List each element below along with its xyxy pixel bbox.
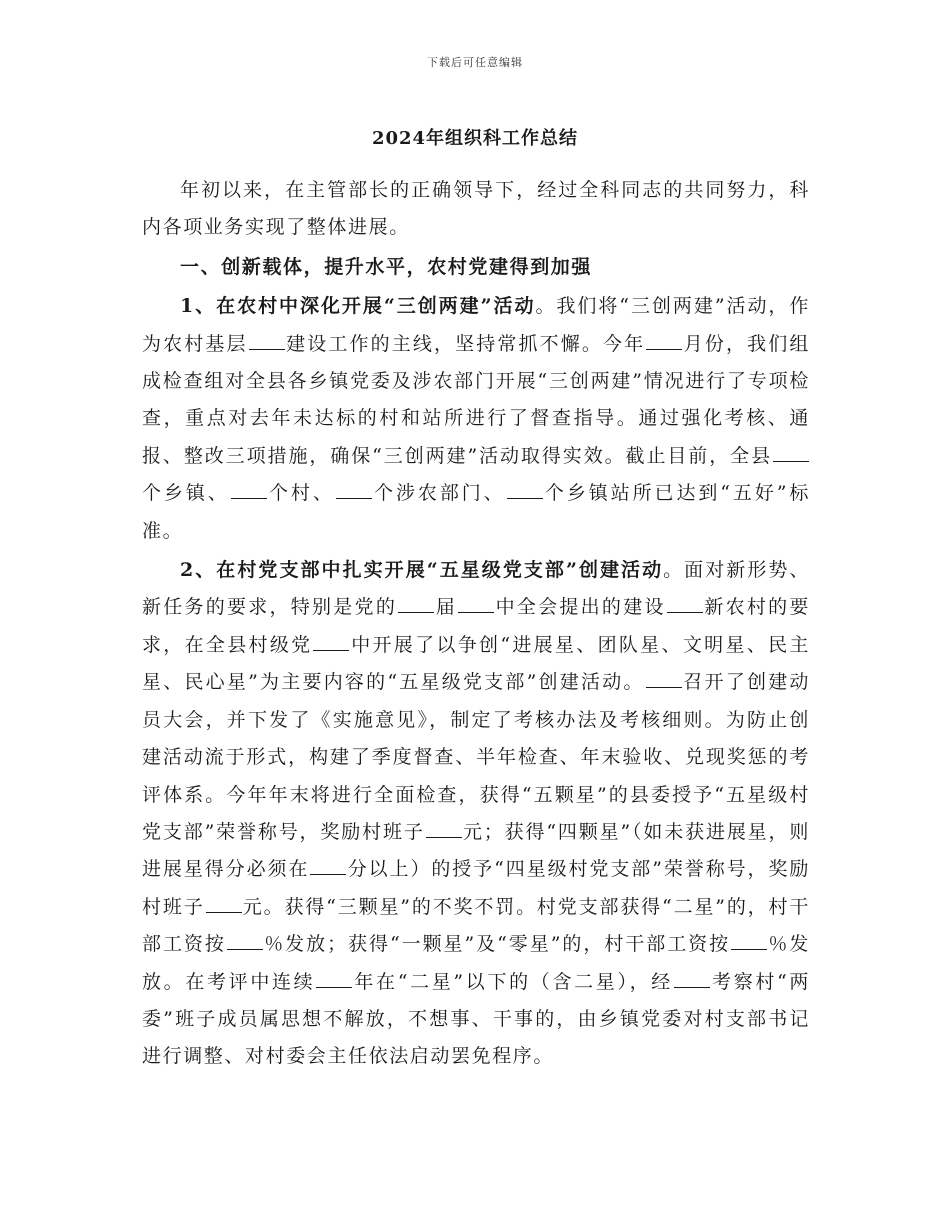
- text-segment: 中开展了以争创“进展星、团队星、文明星、民主星、民心星”为主要内容的“五星级党支部”创建活动。: [142, 633, 810, 694]
- blank-field: [206, 895, 242, 913]
- text-segment: 新农村的要求，在全县村级党: [142, 596, 810, 656]
- blank-field: [426, 820, 462, 838]
- blank-field: [674, 969, 710, 987]
- text-segment: 个乡镇、: [142, 482, 230, 505]
- text-segment: 考察村“两委”班子成员属思想不解放，不想事、干事的，由乡镇党委对村支部书记进行调整、对村委会主任依法启动罢免程序。: [142, 970, 811, 1068]
- blank-field: [227, 932, 263, 950]
- blank-field: [310, 857, 346, 875]
- header-note: 下载后可任意编辑: [427, 56, 523, 69]
- blank-field: [458, 595, 494, 613]
- text-segment: ％发放。在考评中连续: [142, 933, 810, 993]
- text-segment: 中全会提出的建设: [495, 596, 666, 619]
- text-segment: 分以上）的授予“四星级村党支部”荣誉称号，奖励村班子: [142, 858, 810, 918]
- item-1-heading: 1、在农村中深化开展“三创两建”活动: [180, 295, 536, 318]
- text-segment: 。我们将“三创两建”活动，作为农村基层: [142, 295, 810, 355]
- blank-field: [731, 932, 767, 950]
- text-segment: 召开了创建动员大会，并下发了《实施意见》，制定了考核办法及考核细则。为防止创建活动流于形式，构建了季度督查、半年检查、年末验收、兑现奖惩的考评体系。今年年末将进行全面检查，获得“五颗星”的县委授予“五星级村党支部”荣誉称号，奖励村班子: [142, 671, 810, 843]
- document-title: 2024年组织科工作总结: [371, 128, 579, 149]
- text-segment: 月份，我们组成检查组对全县各乡镇党委及涉农部门开展“三创两建”情况进行了专项检查，重点对去年未达标的村和站所进行了督查指导。通过强化考核、通报、整改三项措施，确保“三创两建”活动取得实效。截止目前，全县: [142, 332, 810, 467]
- document-body: [142, 172, 810, 1076]
- text-segment: 。面对新形势、新任务的要求，特别是党的: [142, 559, 811, 619]
- intro-paragraph: 年初以来，在主管部长的正确领导下，经过全科同志的共同努力，科内各项业务实现了整体进展。: [142, 179, 810, 239]
- text-segment: ％发放；获得“一颗星”及“零星”的，村干部工资按: [263, 933, 731, 956]
- text-segment: 个乡镇站所已达到“五好”标准。: [142, 482, 810, 542]
- section-heading-1: 一、创新载体，提升水平，农村党建得到加强: [180, 255, 593, 278]
- blank-field: [336, 481, 372, 499]
- blank-field: [316, 969, 352, 987]
- text-segment: 元；获得“四颗星”（如未获进展星，则进展星得分必须在: [142, 820, 810, 881]
- text-segment: 个村、: [267, 482, 335, 505]
- blank-field: [398, 595, 434, 613]
- blank-field: [507, 481, 543, 499]
- text-segment: 建设工作的主线，坚持常抓不懈。今年: [285, 332, 646, 355]
- text-segment: 元。获得“三颗星”的不奖不罚。村党支部获得“二星”的，村干部工资按: [142, 895, 810, 956]
- blank-field: [313, 633, 349, 651]
- blank-field: [249, 332, 285, 350]
- text-segment: 年在“二星”以下的（含二星），经: [353, 970, 673, 993]
- item-2-heading: 2、在村党支部中扎实开展“五星级党支部”创建活动: [180, 559, 664, 582]
- blank-field: [773, 444, 809, 462]
- blank-field: [646, 332, 682, 350]
- text-segment: 个涉农部门、: [372, 482, 506, 505]
- blank-field: [667, 595, 703, 613]
- paragraph-item-1: [142, 288, 810, 550]
- text-segment: 届: [435, 596, 457, 619]
- paragraph-item-2: [142, 552, 810, 1076]
- blank-field: [646, 670, 682, 688]
- blank-field: [231, 481, 267, 499]
